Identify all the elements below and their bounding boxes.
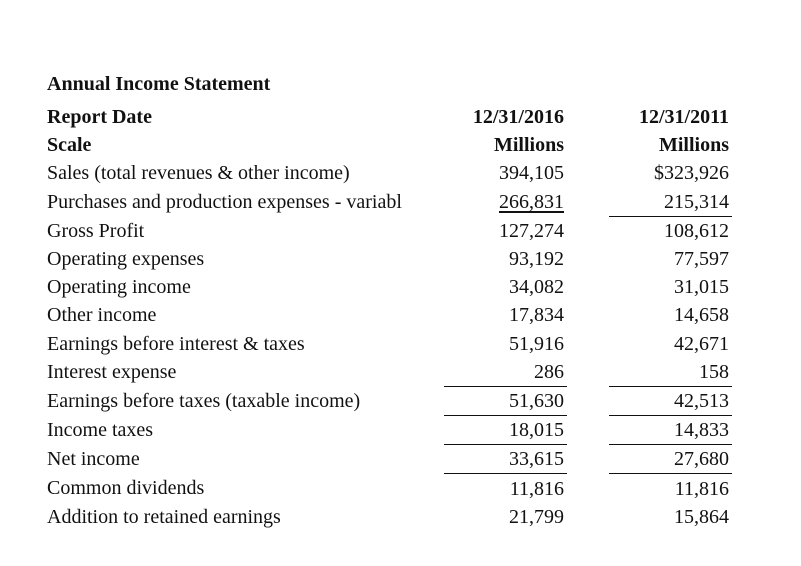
- row-label: Net income: [47, 448, 140, 471]
- row-label: Sales (total revenues & other income): [47, 162, 350, 185]
- cell-2011: 31,015: [674, 276, 729, 299]
- cell-2011: Millions: [658, 134, 729, 157]
- cell-2016: 33,615: [444, 445, 567, 474]
- cell-2016: 11,816: [509, 477, 564, 500]
- row-label: Addition to retained earnings: [47, 505, 281, 528]
- cell-2016: 394,105: [499, 162, 564, 185]
- row-label: Operating income: [47, 276, 191, 299]
- cell-2016: 286: [444, 358, 567, 387]
- table-row-operating-expenses: [47, 245, 732, 273]
- row-label: Report Date: [47, 106, 152, 129]
- table-row-ebit: [47, 330, 732, 358]
- cell-2011: 11,816: [674, 477, 729, 500]
- table-row-gross-profit: [47, 216, 732, 245]
- cell-2016: [444, 188, 567, 217]
- underlined-value: 266,831: [499, 190, 564, 213]
- table-row-net-income: [47, 445, 732, 474]
- cell-2011: 27,680: [609, 445, 732, 474]
- row-label: Operating expenses: [47, 248, 205, 271]
- table-row-income-taxes: [47, 416, 732, 445]
- table-row-sales: [47, 159, 732, 187]
- cell-2016: 18,015: [444, 416, 567, 445]
- row-label: Earnings before interest & taxes: [47, 332, 305, 355]
- cell-2016: 17,834: [509, 304, 564, 327]
- table-row-other-income: [47, 301, 732, 329]
- table-row-purchases: [47, 188, 732, 217]
- row-label: Common dividends: [47, 477, 205, 500]
- cell-2016: 127,274: [499, 219, 564, 242]
- statement-title: Annual Income Statement: [47, 73, 271, 95]
- row-label: Purchases and production expenses - variabl: [47, 190, 402, 213]
- table-row-retained-earnings: [47, 503, 732, 531]
- cell-2011: 12/31/2011: [638, 106, 729, 129]
- table-row-scale: [47, 131, 732, 159]
- table-row-report-date: [47, 103, 732, 131]
- cell-2016: 93,192: [509, 248, 564, 271]
- row-label: Scale: [47, 134, 92, 157]
- cell-2011: 14,833: [609, 416, 732, 445]
- row-label: Earnings before taxes (taxable income): [47, 389, 361, 412]
- cell-2016: 12/31/2016: [472, 106, 564, 129]
- income-statement-table: [47, 103, 732, 531]
- cell-2011: $323,926: [654, 162, 729, 185]
- cell-2011: 15,864: [674, 505, 729, 528]
- cell-2011: 108,612: [664, 219, 729, 242]
- table-row-ebt: [47, 386, 732, 415]
- cell-2011: 14,658: [674, 304, 729, 327]
- row-label: Interest expense: [47, 361, 177, 384]
- cell-2011: 42,513: [609, 386, 732, 415]
- table-row-operating-income: [47, 273, 732, 301]
- cell-2016: 51,630: [444, 386, 567, 415]
- cell-2016: 34,082: [509, 276, 564, 299]
- row-label: Income taxes: [47, 419, 154, 442]
- cell-2016: Millions: [493, 134, 564, 157]
- table-row-common-dividends: [47, 474, 732, 503]
- row-label: Other income: [47, 304, 157, 327]
- cell-2016: 21,799: [509, 505, 564, 528]
- cell-2011: 42,671: [674, 332, 729, 355]
- cell-2016: 51,916: [509, 332, 564, 355]
- cell-2011: 158: [609, 358, 732, 387]
- row-label: Gross Profit: [47, 219, 145, 242]
- table-row-interest-expense: [47, 358, 732, 387]
- cell-2011: 215,314: [609, 188, 732, 217]
- cell-2011: 77,597: [674, 248, 729, 271]
